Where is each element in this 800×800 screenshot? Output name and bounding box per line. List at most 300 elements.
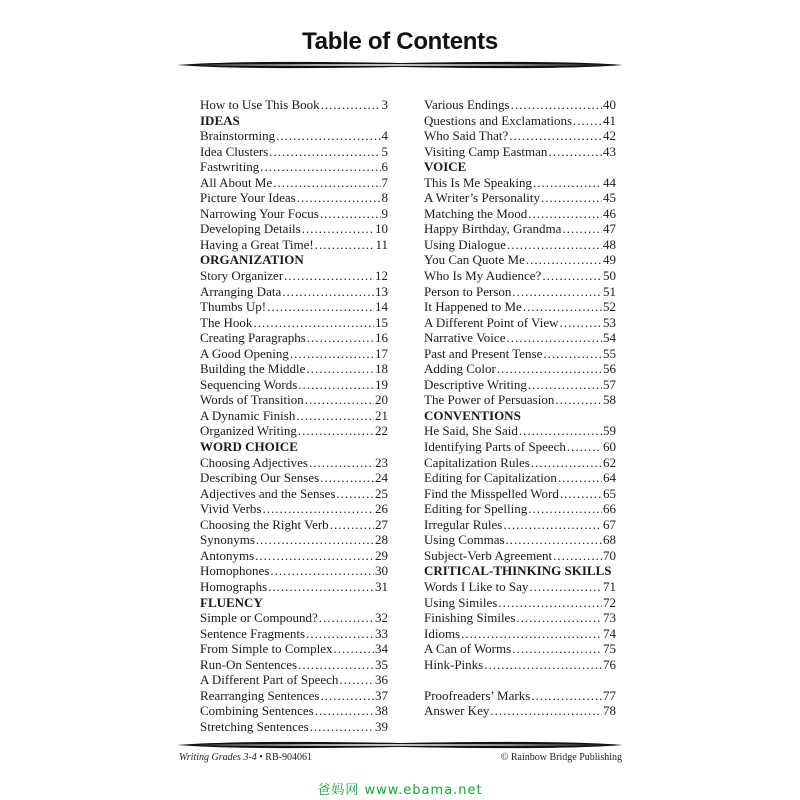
toc-entry-title: Adding Color — [424, 361, 496, 377]
toc-entry[interactable] — [424, 532, 616, 548]
footer-publisher: © Rainbow Bridge Publishing — [500, 752, 622, 763]
toc-page-number: 77 — [603, 687, 616, 703]
toc-page-number: 9 — [381, 205, 388, 221]
toc-leader-dots — [461, 626, 602, 642]
toc-entry-title: Combining Sentences — [200, 703, 314, 719]
toc-entry-title: It Happened to Me — [424, 299, 522, 315]
toc-left-column — [200, 97, 388, 734]
toc-page-number: 66 — [603, 501, 616, 517]
toc-entry-title: Sentence Fragments — [200, 625, 306, 641]
toc-leader-dots — [319, 610, 374, 626]
toc-entry[interactable] — [424, 657, 616, 673]
toc-page-number: 37 — [375, 687, 388, 703]
toc-entry[interactable] — [424, 626, 616, 642]
toc-leader-dots — [307, 330, 374, 346]
toc-page-number: 23 — [375, 454, 388, 470]
toc-entry[interactable] — [200, 423, 388, 439]
toc-entry-title: Using Similes — [424, 594, 498, 610]
toc-section-heading: IDEAS — [200, 112, 240, 128]
toc-leader-dots — [253, 315, 374, 331]
toc-leader-dots — [306, 626, 374, 642]
toc-page-number: 16 — [375, 330, 388, 346]
toc-entry-title: Irregular Rules — [424, 516, 503, 532]
toc-entry-title: Past and Present Tense — [424, 345, 543, 361]
toc-entry[interactable] — [200, 470, 388, 486]
toc-entry-title: Matching the Mood — [424, 205, 528, 221]
toc-entry[interactable] — [424, 330, 616, 346]
toc-entry-title: Person to Person — [424, 283, 512, 299]
toc-entry-title: Sequencing Words — [200, 376, 298, 392]
toc-entry-title: Vivid Verbs — [200, 501, 262, 517]
toc-section-heading: WORD CHOICE — [200, 439, 298, 455]
toc-page-number: 71 — [603, 578, 616, 594]
toc-page-number: 45 — [603, 190, 616, 206]
toc-entry[interactable] — [200, 330, 388, 346]
toc-entry[interactable] — [424, 252, 616, 268]
toc-page-number: 34 — [375, 641, 388, 657]
toc-entry[interactable] — [424, 128, 616, 144]
toc-entry-title: Adjectives and the Senses — [200, 485, 336, 501]
toc-leader-dots — [509, 128, 602, 144]
toc-entry-title: Words I Like to Say — [424, 578, 529, 594]
toc-entry-title: Idioms — [424, 625, 461, 641]
toc-entry-title: Questions and Exclamations — [424, 112, 573, 128]
toc-entry[interactable] — [424, 299, 616, 315]
toc-entry-title: Subject-Verb Agreement — [424, 547, 553, 563]
toc-entry[interactable] — [424, 470, 616, 486]
toc-page-number: 11 — [375, 236, 388, 252]
toc-leader-dots — [558, 470, 602, 486]
toc-entry-title: Narrative Voice — [424, 330, 506, 346]
toc-leader-dots — [531, 688, 602, 704]
toc-page-number: 58 — [603, 392, 616, 408]
toc-page-number: 54 — [603, 330, 616, 346]
toc-leader-dots — [484, 657, 602, 673]
toc-page-number: 75 — [603, 641, 616, 657]
toc-leader-dots — [531, 455, 602, 471]
toc-page-number: 5 — [381, 143, 388, 159]
toc-entry[interactable] — [200, 532, 388, 548]
toc-entry[interactable] — [200, 610, 388, 626]
toc-leader-dots — [320, 688, 374, 704]
toc-entry-title: Using Dialogue — [424, 236, 506, 252]
toc-page-number: 19 — [375, 376, 388, 392]
toc-leader-dots — [542, 268, 602, 284]
toc-entry-title: Who Is My Audience? — [424, 268, 542, 284]
toc-entry-title: The Hook — [200, 314, 253, 330]
toc-entry-title: Proofreaders’ Marks — [424, 687, 531, 703]
toc-entry[interactable] — [424, 346, 616, 362]
toc-page-number: 55 — [603, 345, 616, 361]
toc-leader-dots — [573, 113, 602, 129]
toc-page-number: 29 — [375, 547, 388, 563]
toc-entry-title: Describing Our Senses — [200, 470, 320, 486]
toc-leader-dots — [298, 657, 374, 673]
toc-leader-dots — [519, 423, 602, 439]
toc-entry[interactable] — [424, 97, 616, 113]
toc-entry[interactable] — [200, 455, 388, 471]
toc-entry[interactable] — [424, 579, 616, 595]
toc-entry[interactable] — [200, 284, 388, 300]
toc-page-number: 65 — [603, 485, 616, 501]
toc-entry-title: Choosing the Right Verb — [200, 516, 329, 532]
toc-page-number: 67 — [603, 516, 616, 532]
toc-entry[interactable] — [200, 97, 388, 113]
toc-page-number: 26 — [375, 501, 388, 517]
toc-leader-dots — [543, 346, 602, 362]
toc-page-number: 59 — [603, 423, 616, 439]
toc-leader-dots — [497, 361, 602, 377]
toc-entry[interactable] — [200, 517, 388, 533]
toc-entry[interactable] — [424, 548, 616, 564]
toc-entry[interactable] — [424, 610, 616, 626]
toc-leader-dots — [529, 579, 602, 595]
toc-entry[interactable] — [200, 361, 388, 377]
toc-entry[interactable] — [424, 268, 616, 284]
toc-leader-dots — [512, 641, 602, 657]
toc-entry-title: A Good Opening — [200, 345, 289, 361]
toc-page-number: 3 — [381, 97, 388, 112]
toc-entry[interactable] — [200, 346, 388, 362]
toc-entry-title: Fastwriting — [200, 159, 260, 175]
toc-entry[interactable] — [200, 144, 388, 160]
toc-page-number: 21 — [375, 407, 388, 423]
toc-entry[interactable] — [424, 175, 616, 191]
toc-leader-dots — [267, 299, 374, 315]
toc-entry[interactable] — [424, 284, 616, 300]
toc-entry-title: A Different Point of View — [424, 314, 559, 330]
toc-leader-dots — [336, 486, 374, 502]
toc-leader-dots — [523, 299, 602, 315]
toc-entry[interactable] — [200, 501, 388, 517]
toc-page-number: 57 — [603, 376, 616, 392]
toc-entry[interactable] — [200, 377, 388, 393]
toc-right-column — [424, 97, 616, 719]
toc-entry[interactable] — [424, 703, 616, 719]
toc-entry-title: Various Endings — [424, 97, 510, 112]
toc-entry-title: Organized Writing — [200, 423, 297, 439]
toc-leader-dots — [262, 501, 374, 517]
toc-entry-title: How to Use This Book — [200, 97, 320, 112]
toc-entry-title: Descriptive Writing — [424, 376, 527, 392]
toc-leader-dots — [260, 159, 380, 175]
toc-entry-title: Using Commas — [424, 532, 505, 548]
toc-entry-title: A Can of Worms — [424, 641, 512, 657]
toc-entry-title: Identifying Parts of Speech — [424, 439, 566, 455]
toc-entry-title: Editing for Capitalization — [424, 470, 557, 486]
footer-book-info — [179, 752, 312, 763]
toc-page-number: 7 — [381, 174, 388, 190]
toc-page-number: 72 — [603, 594, 616, 610]
toc-leader-dots — [516, 610, 602, 626]
toc-entry-title: Rearranging Sentences — [200, 687, 320, 703]
toc-entry[interactable] — [200, 486, 388, 502]
toc-entry[interactable] — [200, 672, 388, 688]
toc-leader-dots — [334, 641, 374, 657]
toc-leader-dots — [562, 221, 602, 237]
toc-leader-dots — [284, 268, 374, 284]
toc-entry-title: You Can Quote Me — [424, 252, 525, 268]
toc-leader-dots — [297, 190, 381, 206]
toc-entry-title: Homophones — [200, 563, 270, 579]
toc-page-number: 43 — [603, 143, 616, 159]
toc-page-number: 4 — [381, 128, 388, 144]
toc-page-number: 14 — [375, 299, 388, 315]
toc-page-number: 20 — [375, 392, 388, 408]
toc-leader-dots — [528, 501, 602, 517]
toc-page-number: 28 — [375, 532, 388, 548]
toc-page-number: 53 — [603, 314, 616, 330]
toc-page-number: 62 — [603, 454, 616, 470]
toc-leader-dots — [270, 563, 374, 579]
toc-entry[interactable] — [200, 563, 388, 579]
toc-leader-dots — [555, 392, 602, 408]
toc-page-number: 46 — [603, 205, 616, 221]
toc-entry-title: Visiting Camp Eastman — [424, 143, 548, 159]
toc-entry-title: A Writer’s Personality — [424, 190, 540, 206]
toc-leader-dots — [321, 97, 381, 113]
toc-page-number: 56 — [603, 361, 616, 377]
toc-page-number: 44 — [603, 174, 616, 190]
toc-entry[interactable] — [200, 221, 388, 237]
title-rule — [177, 60, 623, 70]
toc-entry[interactable] — [200, 548, 388, 564]
toc-leader-dots — [320, 206, 381, 222]
toc-entry-title: Arranging Data — [200, 283, 282, 299]
toc-entry[interactable] — [200, 315, 388, 331]
toc-page-number: 13 — [375, 283, 388, 299]
toc-page-number: 32 — [375, 610, 388, 626]
toc-page-number: 6 — [381, 159, 388, 175]
toc-page-number: 35 — [375, 656, 388, 672]
toc-page-number: 60 — [603, 439, 616, 455]
toc-page-number: 73 — [603, 610, 616, 626]
toc-page-number: 49 — [603, 252, 616, 268]
toc-entry[interactable] — [200, 175, 388, 191]
toc-entry[interactable] — [200, 688, 388, 704]
toc-page-number: 22 — [375, 423, 388, 439]
toc-page-number: 41 — [603, 112, 616, 128]
toc-entry[interactable] — [424, 221, 616, 237]
toc-section-heading: CRITICAL-THINKING SKILLS — [424, 563, 612, 579]
toc-leader-dots — [533, 175, 602, 191]
toc-leader-dots — [511, 97, 602, 113]
toc-page-number: 30 — [375, 563, 388, 579]
toc-leader-dots — [506, 532, 602, 548]
toc-entry[interactable] — [424, 113, 616, 129]
toc-leader-dots — [507, 237, 602, 253]
toc-spacer — [424, 672, 616, 688]
toc-entry-title: This Is Me Speaking — [424, 174, 532, 190]
toc-leader-dots — [512, 284, 602, 300]
toc-leader-dots — [320, 470, 374, 486]
toc-leader-dots — [560, 486, 602, 502]
footer-book-code: • RB-904061 — [256, 752, 312, 763]
toc-leader-dots — [290, 346, 374, 362]
toc-entry-title: He Said, She Said — [424, 423, 518, 439]
toc-page-number: 50 — [603, 268, 616, 284]
toc-leader-dots — [256, 532, 374, 548]
toc-entry[interactable] — [200, 641, 388, 657]
toc-leader-dots — [306, 361, 374, 377]
toc-entry-title: Synonyms — [200, 532, 255, 548]
toc-entry[interactable] — [424, 315, 616, 331]
toc-entry-title: A Different Part of Speech — [200, 672, 339, 688]
toc-entry-title: Hink-Pinks — [424, 656, 484, 672]
toc-entry[interactable] — [200, 268, 388, 284]
toc-leader-dots — [269, 144, 380, 160]
toc-leader-dots — [315, 703, 374, 719]
toc-leader-dots — [296, 408, 374, 424]
toc-entry-title: Finishing Similes — [424, 610, 516, 626]
toc-entry[interactable] — [424, 439, 616, 455]
toc-entry[interactable] — [200, 237, 388, 253]
toc-entry-title: Brainstorming — [200, 128, 276, 144]
toc-page-number: 64 — [603, 470, 616, 486]
toc-leader-dots — [298, 377, 374, 393]
toc-page-number: 47 — [603, 221, 616, 237]
toc-entry[interactable] — [200, 408, 388, 424]
toc-entry[interactable] — [424, 517, 616, 533]
toc-page-number: 78 — [603, 703, 616, 719]
toc-entry[interactable] — [424, 641, 616, 657]
toc-page-number: 15 — [375, 314, 388, 330]
toc-entry-title: Thumbs Up! — [200, 299, 267, 315]
toc-page-number: 39 — [375, 718, 388, 734]
toc-page-number: 17 — [375, 345, 388, 361]
toc-entry[interactable] — [200, 626, 388, 642]
toc-entry[interactable] — [424, 361, 616, 377]
toc-page-number: 8 — [381, 190, 388, 206]
footer-rule — [177, 740, 623, 750]
toc-leader-dots — [339, 672, 374, 688]
toc-entry-title: Run-On Sentences — [200, 656, 298, 672]
toc-leader-dots — [255, 548, 374, 564]
toc-entry[interactable] — [200, 703, 388, 719]
toc-entry-title: Homographs — [200, 578, 268, 594]
toc-entry-title: Narrowing Your Focus — [200, 205, 319, 221]
toc-leader-dots — [315, 237, 375, 253]
toc-leader-dots — [526, 252, 602, 268]
toc-leader-dots — [528, 377, 602, 393]
toc-page-number: 68 — [603, 532, 616, 548]
toc-entry[interactable] — [200, 159, 388, 175]
toc-section-heading: ORGANIZATION — [200, 252, 304, 268]
toc-entry-title: Words of Transition — [200, 392, 304, 408]
toc-entry[interactable] — [424, 377, 616, 393]
toc-page-number: 25 — [375, 485, 388, 501]
toc-entry[interactable] — [424, 190, 616, 206]
toc-entry[interactable] — [424, 455, 616, 471]
toc-leader-dots — [309, 455, 374, 471]
toc-leader-dots — [282, 284, 374, 300]
footer-book-title: Writing Grades 3-4 — [179, 752, 257, 763]
toc-entry-title: Choosing Adjectives — [200, 454, 308, 470]
toc-entry-title: Answer Key — [424, 703, 490, 719]
toc-leader-dots — [273, 175, 380, 191]
toc-entry-title: Happy Birthday, Grandma — [424, 221, 562, 237]
toc-entry[interactable] — [424, 237, 616, 253]
toc-entry-title: Creating Paragraphs — [200, 330, 306, 346]
toc-leader-dots — [490, 703, 602, 719]
toc-page-number: 48 — [603, 236, 616, 252]
toc-leader-dots — [567, 439, 602, 455]
toc-entry-title: Picture Your Ideas — [200, 190, 296, 206]
toc-leader-dots — [298, 423, 374, 439]
toc-entry[interactable] — [424, 144, 616, 160]
toc-entry-title: Editing for Spelling — [424, 501, 528, 517]
toc-section-heading: VOICE — [424, 159, 467, 175]
toc-entry[interactable] — [200, 657, 388, 673]
toc-entry[interactable] — [200, 579, 388, 595]
toc-section-heading: FLUENCY — [200, 594, 263, 610]
toc-entry-title: Find the Misspelled Word — [424, 485, 559, 501]
toc-page-number: 52 — [603, 299, 616, 315]
toc-leader-dots — [330, 517, 374, 533]
page-title: Table of Contents — [302, 28, 498, 55]
toc-leader-dots — [548, 144, 602, 160]
toc-entry[interactable] — [424, 501, 616, 517]
toc-leader-dots — [276, 128, 380, 144]
toc-page-number: 38 — [375, 703, 388, 719]
toc-entry-title: Stretching Sentences — [200, 718, 309, 734]
toc-entry-title: Idea Clusters — [200, 143, 269, 159]
toc-entry[interactable] — [424, 688, 616, 704]
toc-entry[interactable] — [424, 206, 616, 222]
toc-leader-dots — [503, 517, 602, 533]
toc-page-number: 36 — [375, 672, 388, 688]
toc-entry[interactable] — [200, 719, 388, 735]
toc-page-number: 18 — [375, 361, 388, 377]
toc-leader-dots — [268, 579, 374, 595]
toc-entry-title: Antonyms — [200, 547, 255, 563]
toc-entry-title: Simple or Compound? — [200, 610, 318, 626]
toc-leader-dots — [553, 548, 602, 564]
toc-entry-title: Building the Middle — [200, 361, 306, 377]
toc-page-number: 74 — [603, 625, 616, 641]
toc-entry-title: Story Organizer — [200, 268, 284, 284]
toc-entry-title: Who Said That? — [424, 128, 509, 144]
toc-page-number: 31 — [375, 578, 388, 594]
toc-page-number: 51 — [603, 283, 616, 299]
toc-entry[interactable] — [200, 392, 388, 408]
toc-entry[interactable] — [424, 486, 616, 502]
toc-leader-dots — [506, 330, 602, 346]
toc-leader-dots — [498, 595, 602, 611]
toc-leader-dots — [560, 315, 602, 331]
toc-entry[interactable] — [424, 595, 616, 611]
toc-entry-title: Having a Great Time! — [200, 236, 314, 252]
toc-entry[interactable] — [200, 190, 388, 206]
toc-page-number: 33 — [375, 625, 388, 641]
toc-page-number: 27 — [375, 516, 388, 532]
toc-page-number: 70 — [603, 547, 616, 563]
toc-entry[interactable] — [200, 128, 388, 144]
toc-entry-title: Capitalization Rules — [424, 454, 530, 470]
toc-leader-dots — [302, 221, 374, 237]
toc-entry-title: From Simple to Complex — [200, 641, 333, 657]
toc-entry[interactable] — [200, 206, 388, 222]
toc-leader-dots — [310, 719, 374, 735]
toc-page-number: 42 — [603, 128, 616, 144]
site-watermark: 爸妈网 www.ebama.net — [317, 783, 483, 798]
toc-entry[interactable] — [200, 299, 388, 315]
toc-page-number: 76 — [603, 656, 616, 672]
toc-entry-title: Developing Details — [200, 221, 301, 237]
toc-page-number: 40 — [603, 97, 616, 112]
toc-entry[interactable] — [424, 423, 616, 439]
toc-entry[interactable] — [424, 392, 616, 408]
